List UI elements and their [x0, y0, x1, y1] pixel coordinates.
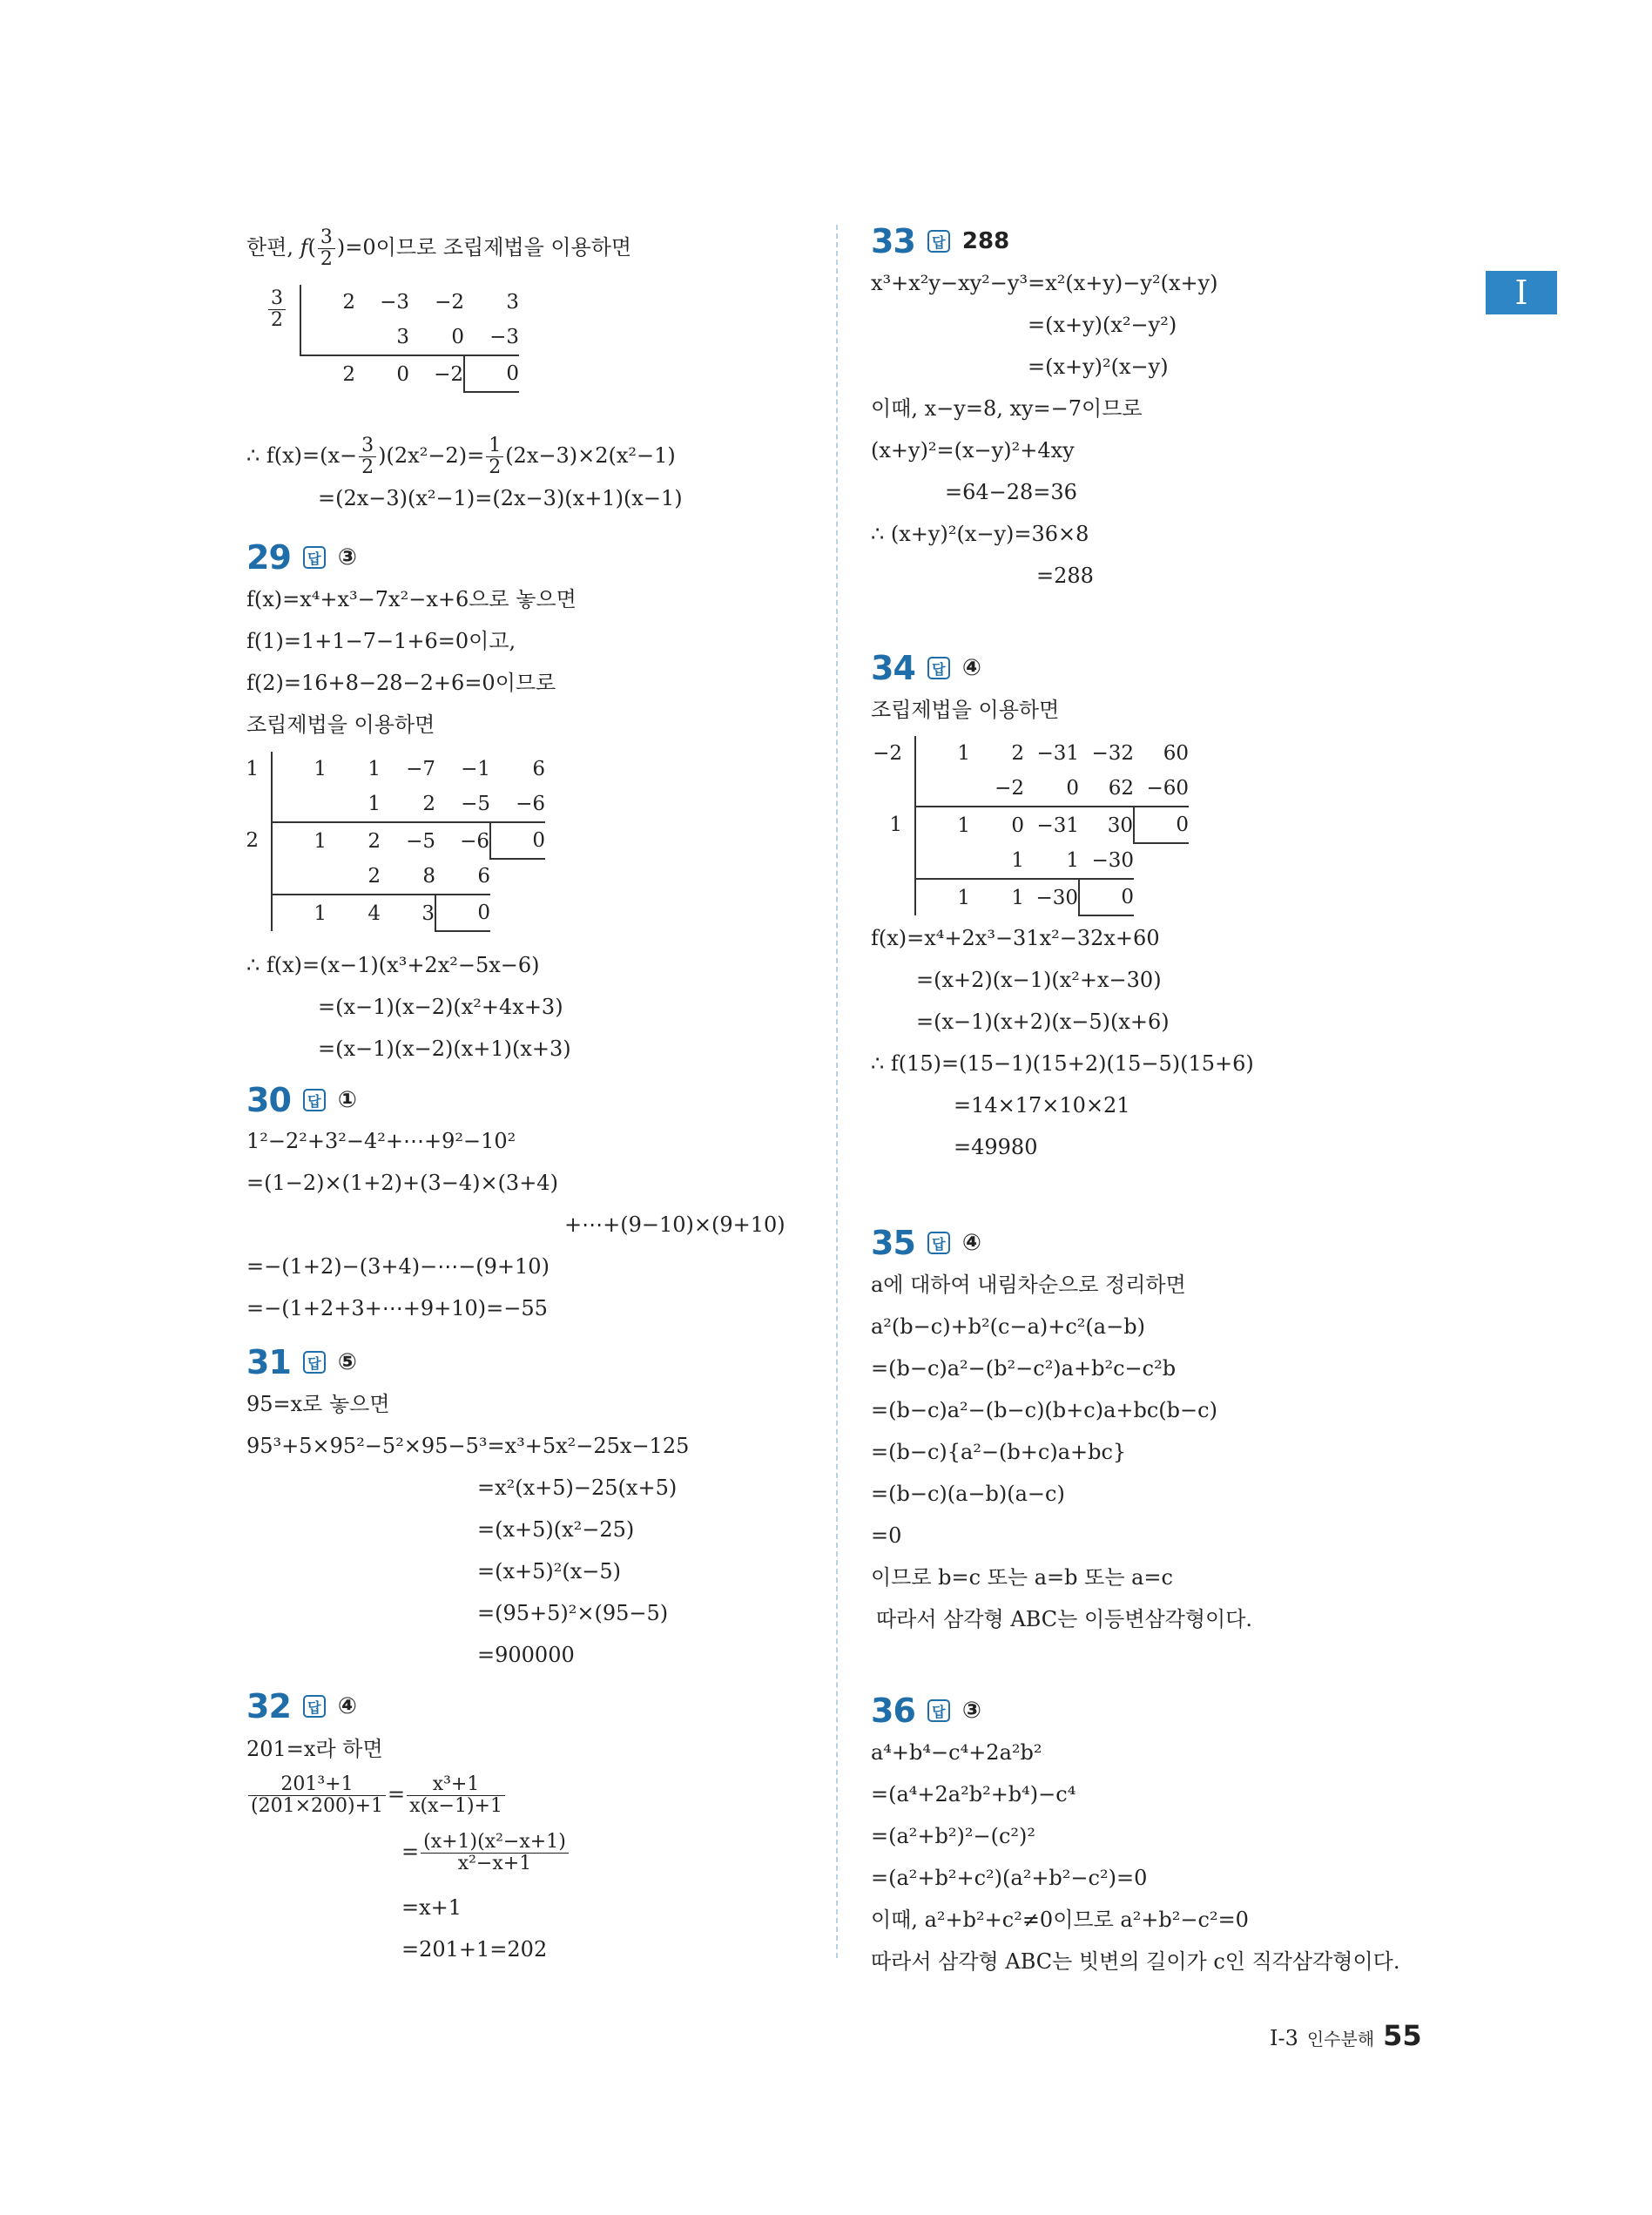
- answer-badge: 답: [303, 1089, 326, 1111]
- answer-badge: 답: [927, 1699, 950, 1722]
- text-line: a²(b−c)+b²(c−a)+c²(a−b): [871, 1314, 1145, 1339]
- problem-header-34: 34 답 ④: [871, 649, 981, 687]
- text-line: =49980: [954, 1135, 1038, 1159]
- text-line: f(1)=1+1−7−1+6=0이고,: [246, 629, 516, 653]
- answer-badge: 답: [303, 1695, 326, 1718]
- text-line: =(a²+b²)²−(c²)²: [871, 1824, 1035, 1848]
- text-line: =(b−c)(a−b)(a−c): [871, 1482, 1065, 1506]
- text-line: =−(1+2+3+⋯+9+10)=−55: [246, 1296, 548, 1320]
- text-line: f(x)=x⁴+2x³−31x²−32x+60: [871, 926, 1160, 950]
- synthetic-division-table: 1 1 1 −7 −1 6 1 2 −5 −6 2 1 2 −5 −6 0 2 8 6 1 4 3 0: [241, 752, 545, 932]
- text-line: f(x)=x⁴+x³−7x²−x+6으로 놓으면: [246, 587, 577, 611]
- problem-header-29: 29 답 ③: [246, 538, 357, 577]
- text-line: =−(1+2)−(3+4)−⋯−(9+10): [246, 1254, 550, 1279]
- answer-badge: 답: [927, 230, 950, 253]
- text-line: =14×17×10×21: [954, 1093, 1130, 1118]
- intro-line: 한편, f( $\frac{3}{2}$ )=0이므로 조립제법을 이용하면: [246, 226, 632, 270]
- chapter-tab: I: [1486, 271, 1557, 314]
- result-line: =(x−1)(x−2)(x²+4x+3): [318, 995, 563, 1019]
- text-line: a에 대하여 내림차순으로 정리하면: [871, 1273, 1186, 1297]
- text-line: =(x+y)(x²−y²): [1028, 313, 1177, 337]
- text-line: 조립제법을 이용하면: [246, 712, 435, 737]
- text-line: 따라서 삼각형 ABC는 빗변의 길이가 c인 직각삼각형이다.: [871, 1949, 1400, 1974]
- text-line: ∴ (x+y)²(x−y)=36×8: [871, 522, 1089, 546]
- result-line: =(2x−3)(x²−1)=(2x−3)(x+1)(x−1): [318, 486, 683, 510]
- result-line: =(x−1)(x−2)(x+1)(x+3): [318, 1037, 571, 1061]
- text-line: 95³+5×95²−5²×95−5³=x³+5x²−25x−125: [246, 1434, 690, 1458]
- fraction-line: $\frac{\text{201³+1}}{(201\times 200)+1}$ = $\frac{\text{x³+1}}{x(x-1)+1}$: [246, 1774, 507, 1817]
- page-number: 55: [1383, 2019, 1422, 2052]
- text-line: =x+1: [401, 1895, 462, 1920]
- column-divider: [836, 225, 838, 1958]
- text-line: =(b−c)a²−(b²−c²)a+b²c−c²b: [871, 1356, 1177, 1381]
- text-line: =(a⁴+2a²b²+b⁴)−c⁴: [871, 1782, 1076, 1806]
- text-line: =(x+5)²(x−5): [477, 1559, 622, 1584]
- problem-header-36: 36 답 ③: [871, 1692, 981, 1730]
- text-line: =(1−2)×(1+2)+(3−4)×(3+4): [246, 1171, 558, 1195]
- text-line: 이때, x−y=8, xy=−7이므로: [871, 396, 1143, 421]
- text-line: 95=x로 놓으면: [246, 1392, 390, 1416]
- text-line: =(b−c)a²−(b−c)(b+c)a+bc(b−c): [871, 1398, 1217, 1422]
- text-line: =(b−c){a²−(b+c)a+bc}: [871, 1440, 1127, 1464]
- text-line: =x²(x+5)−25(x+5): [477, 1476, 678, 1500]
- text-line: a⁴+b⁴−c⁴+2a²b²: [871, 1740, 1042, 1765]
- fraction-line: = $\frac{\text{(x+1)(x²−x+1)}}{\text{x²−x+1}}$: [401, 1832, 570, 1874]
- fraction: $\frac{3}{2}$: [318, 227, 335, 270]
- problem-header-31: 31 답 ⑤: [246, 1343, 357, 1381]
- text-line: ∴ f(15)=(15−1)(15+2)(15−5)(15+6): [871, 1051, 1254, 1076]
- answer-badge: 답: [927, 657, 950, 679]
- text-line: =0: [871, 1523, 902, 1548]
- text-line: =900000: [477, 1643, 575, 1667]
- result-line: ∴ f(x)=(x− $\frac{3}{2}$ )(2x²−2)= $\frac{1}{2}$ (2x−3)×2(x²−1): [246, 435, 676, 478]
- answer-badge: 답: [303, 546, 326, 569]
- synthetic-division-table: $\frac{3}{2}$ 2 −3 −2 3 3 0 −3 2 0 −2 0: [246, 285, 519, 393]
- text-line: =(x+5)(x²−25): [477, 1517, 635, 1542]
- text-line: 201=x라 하면: [246, 1737, 383, 1761]
- synthetic-division-table: −2 1 2 −31 −32 60 −2 0 62 −60 1 1 0 −31 30 0 1 1 −30 1 1 −30 0: [866, 736, 1189, 916]
- result-line: ∴ f(x)=(x−1)(x³+2x²−5x−6): [246, 953, 540, 977]
- page-footer: [1270, 2019, 1422, 2052]
- text-line: (x+y)²=(x−y)²+4xy: [871, 438, 1075, 463]
- problem-header-35: 35 답 ④: [871, 1224, 981, 1262]
- text-line: 조립제법을 이용하면: [871, 698, 1060, 722]
- text-line: 이므로 b=c 또는 a=b 또는 a=c: [871, 1565, 1173, 1590]
- text-line: x³+x²y−xy²−y³=x²(x+y)−y²(x+y): [871, 271, 1218, 295]
- text-line: =288: [1036, 564, 1094, 588]
- problem-header-32: 32 답 ④: [246, 1687, 357, 1725]
- footer-section: I-3: [1270, 2026, 1298, 2050]
- text-line: =(a²+b²+c²)(a²+b²−c²)=0: [871, 1866, 1148, 1890]
- text-line: 이때, a²+b²+c²≠0이므로 a²+b²−c²=0: [871, 1908, 1249, 1932]
- text-line: =201+1=202: [401, 1937, 548, 1962]
- problem-header-30: 30 답 ①: [246, 1081, 357, 1119]
- text-line: 따라서 삼각형 ABC는 이등변삼각형이다.: [876, 1607, 1253, 1631]
- text-line: =(x+y)²(x−y): [1028, 355, 1169, 379]
- footer-title: 인수분해: [1306, 2029, 1375, 2050]
- text-line: =(x−1)(x+2)(x−5)(x+6): [916, 1010, 1170, 1034]
- text-line: =(95+5)²×(95−5): [477, 1601, 669, 1625]
- text-line: =(x+2)(x−1)(x²+x−30): [916, 968, 1162, 992]
- answer-badge: 답: [927, 1232, 950, 1254]
- text-line: f(2)=16+8−28−2+6=0이므로: [246, 671, 556, 695]
- problem-header-33: 33 답 288: [871, 222, 1010, 260]
- text-line: +⋯+(9−10)×(9+10): [564, 1212, 786, 1237]
- text-line: =64−28=36: [945, 480, 1077, 504]
- answer-badge: 답: [303, 1351, 326, 1374]
- text-line: 1²−2²+3²−4²+⋯+9²−10²: [246, 1129, 516, 1153]
